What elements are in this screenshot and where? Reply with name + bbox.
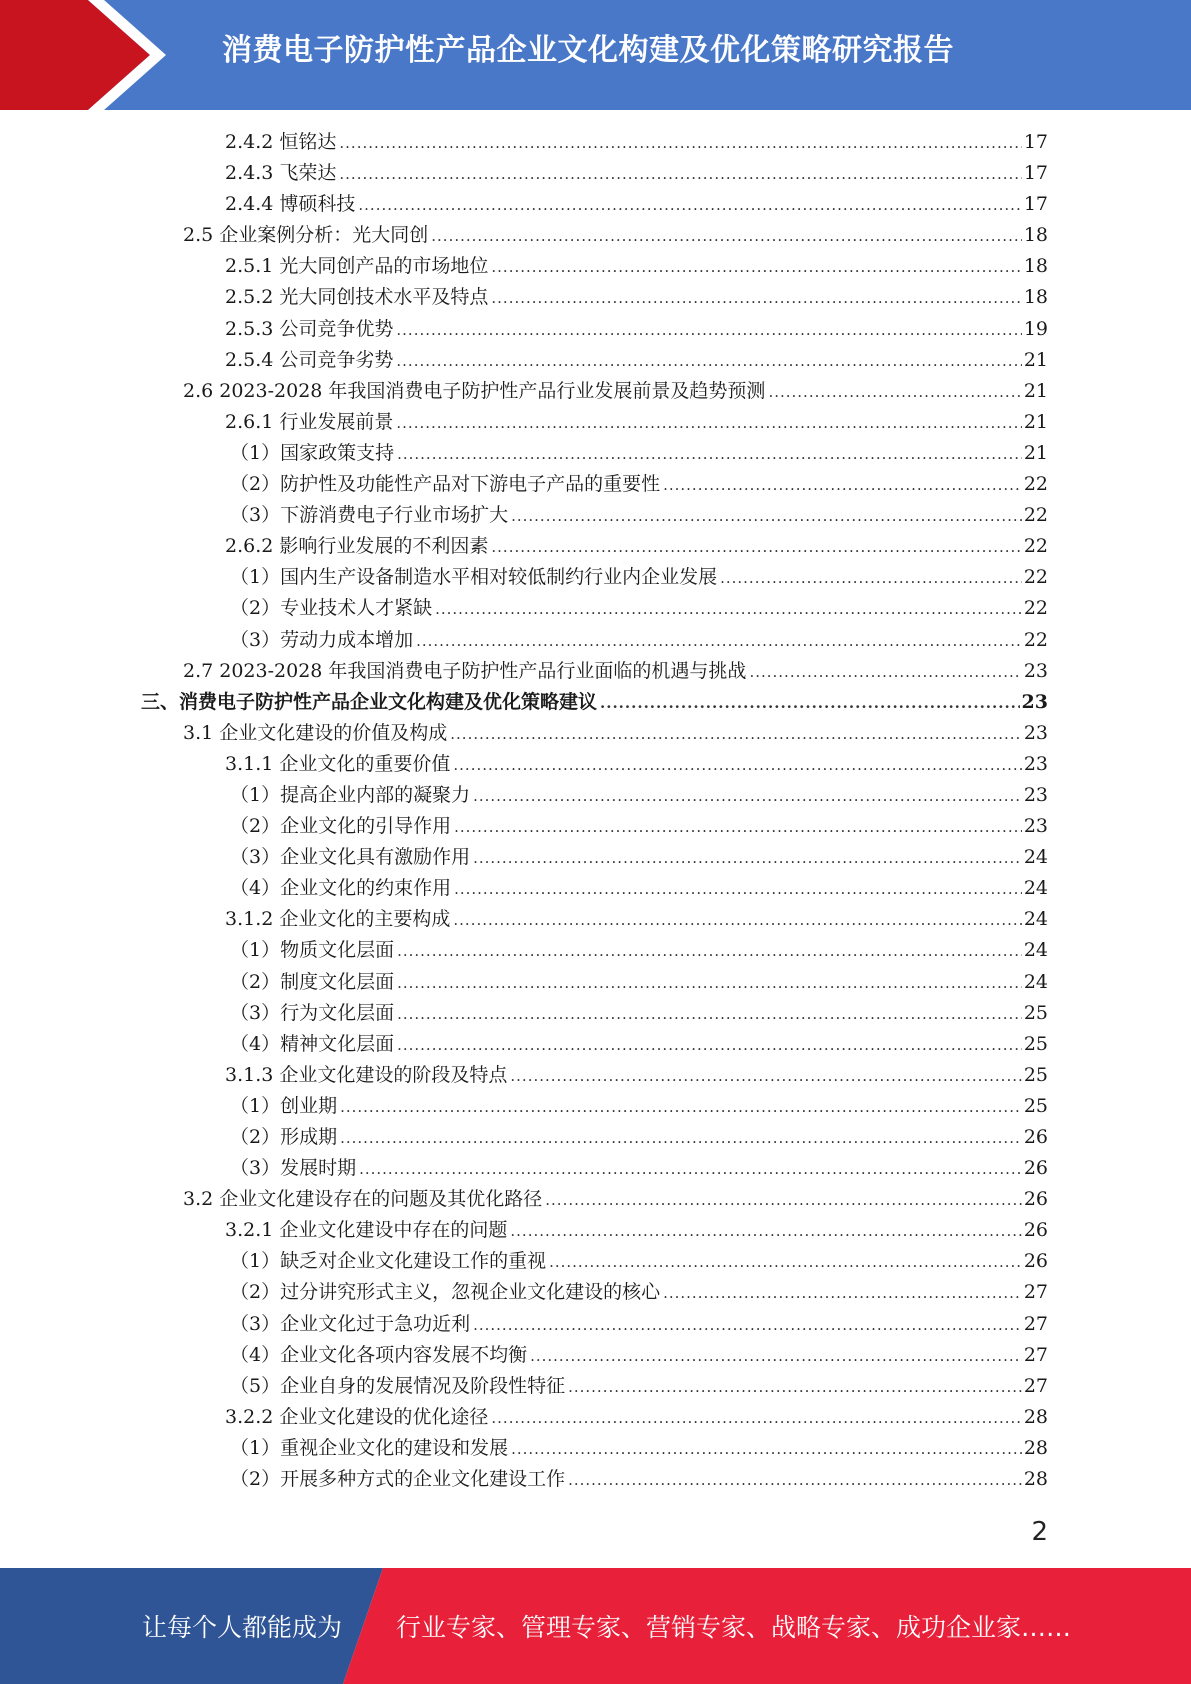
- toc-leader-dots: [396, 408, 1021, 439]
- toc-entry[interactable]: [0, 1060, 1191, 1091]
- toc-leader-dots: [510, 1216, 1021, 1247]
- toc-entry-page: 26: [1023, 1250, 1048, 1273]
- toc-entry[interactable]: [0, 127, 1191, 158]
- toc-entry-page: 28: [1023, 1436, 1048, 1459]
- toc-leader-dots: [397, 439, 1022, 470]
- toc-entry-label: （3）企业文化具有激励作用: [230, 846, 471, 869]
- toc-entry-page: 22: [1023, 504, 1048, 527]
- toc-leader-dots: [491, 532, 1021, 563]
- toc-leader-dots: [511, 1434, 1022, 1465]
- toc-leader-dots: [491, 1403, 1021, 1434]
- toc-leader-dots: [549, 1247, 1022, 1278]
- toc-entry-page: 21: [1023, 379, 1048, 402]
- toc-entry-label: （1）重视企业文化的建设和发展: [230, 1436, 509, 1459]
- table-of-contents: [0, 127, 1191, 1495]
- toc-entry-label: （2）开展多种方式的企业文化建设工作: [230, 1468, 566, 1491]
- toc-entry-label: （2）防护性及功能性产品对下游电子产品的重要性: [230, 473, 661, 496]
- toc-leader-dots: [416, 626, 1022, 657]
- toc-entry-label: （1）提高企业内部的凝聚力: [230, 783, 471, 806]
- toc-entry[interactable]: [0, 531, 1191, 562]
- toc-entry[interactable]: [0, 376, 1191, 407]
- footer-slogan-left: 让每个人都能成为: [142, 1613, 343, 1642]
- toc-leader-dots: [663, 470, 1022, 501]
- toc-leader-dots: [663, 1278, 1022, 1309]
- toc-entry-page: 27: [1023, 1312, 1048, 1335]
- toc-entry-page: 21: [1023, 348, 1048, 371]
- toc-entry-label: （4）精神文化层面: [230, 1032, 395, 1055]
- toc-entry-page: 17: [1023, 131, 1048, 153]
- toc-entry-page: 25: [1023, 1001, 1048, 1024]
- toc-entry-label: 2.5.2 光大同创技术水平及特点: [225, 286, 489, 309]
- toc-leader-dots: [340, 1123, 1022, 1154]
- toc-leader-dots: [339, 128, 1021, 159]
- toc-entry[interactable]: [0, 1091, 1191, 1122]
- toc-leader-dots: [358, 190, 1021, 221]
- toc-entry-label: 3.1.2 企业文化的主要构成: [225, 908, 451, 931]
- toc-leader-dots: [600, 688, 1020, 719]
- toc-entry-page: 22: [1023, 566, 1048, 589]
- toc-entry[interactable]: [0, 1464, 1191, 1495]
- toc-entry-page: 22: [1023, 597, 1048, 620]
- toc-entry-page: 24: [1023, 939, 1048, 962]
- toc-entry-label: 2.7 2023-2028 年我国消费电子防护性产品行业面临的机遇与挑战: [183, 659, 747, 682]
- toc-leader-dots: [491, 283, 1021, 314]
- toc-entry[interactable]: [0, 500, 1191, 531]
- toc-entry-page: 26: [1023, 1157, 1048, 1180]
- toc-entry[interactable]: [0, 1402, 1191, 1433]
- toc-entry-page: 27: [1023, 1343, 1048, 1366]
- toc-entry-label: （3）下游消费电子行业市场扩大: [230, 504, 509, 527]
- toc-entry[interactable]: [0, 189, 1191, 220]
- toc-entry-page: 24: [1023, 908, 1048, 931]
- toc-entry[interactable]: [0, 1215, 1191, 1246]
- toc-leader-dots: [568, 1465, 1022, 1496]
- toc-entry[interactable]: [0, 1340, 1191, 1371]
- toc-leader-dots: [530, 1341, 1022, 1372]
- toc-leader-dots: [768, 377, 1021, 408]
- toc-entry[interactable]: [0, 282, 1191, 313]
- toc-entry-label: 2.6 2023-2028 年我国消费电子防护性产品行业发展前景及趋势预测: [183, 379, 766, 402]
- toc-entry-page: 24: [1023, 970, 1048, 993]
- toc-entry[interactable]: [0, 873, 1191, 904]
- toc-entry[interactable]: [0, 625, 1191, 656]
- toc-entry[interactable]: [0, 562, 1191, 593]
- toc-entry-page: 26: [1023, 1126, 1048, 1148]
- toc-entry-label: （5）企业自身的发展情况及阶段性特征: [230, 1374, 566, 1397]
- toc-leader-dots: [545, 1185, 1022, 1216]
- toc-entry-page: 23: [1023, 783, 1048, 806]
- report-header: [0, 0, 1191, 110]
- toc-entry-page: 24: [1023, 877, 1048, 900]
- toc-leader-dots: [453, 750, 1021, 781]
- toc-entry[interactable]: [0, 967, 1191, 998]
- toc-leader-dots: [340, 1092, 1022, 1123]
- toc-entry-label: 2.5.4 公司竞争劣势: [225, 348, 394, 371]
- toc-entry-page: 25: [1023, 1032, 1048, 1055]
- toc-entry[interactable]: [0, 749, 1191, 780]
- toc-entry[interactable]: [0, 407, 1191, 438]
- footer-slogan-right: 行业专家、管理专家、营销专家、战略专家、成功企业家……: [396, 1613, 1072, 1642]
- toc-entry[interactable]: [0, 1029, 1191, 1060]
- toc-entry[interactable]: [0, 1153, 1191, 1184]
- toc-entry-label: 2.6.1 行业发展前景: [225, 410, 394, 433]
- toc-leader-dots: [473, 1310, 1022, 1341]
- toc-entry-label: 3.2.1 企业文化建设中存在的问题: [225, 1219, 508, 1242]
- toc-entry-label: 2.4.2 恒铭达: [225, 131, 337, 153]
- toc-entry[interactable]: [0, 1122, 1191, 1153]
- toc-leader-dots: [339, 159, 1021, 190]
- toc-entry[interactable]: [0, 220, 1191, 251]
- toc-entry-page: 23: [1021, 690, 1048, 713]
- toc-entry-label: （1）物质文化层面: [230, 939, 395, 962]
- toc-leader-dots: [435, 594, 1022, 625]
- toc-entry-label: 三、消费电子防护性产品企业文化构建及优化策略建议: [141, 690, 598, 713]
- toc-leader-dots: [450, 719, 1022, 750]
- toc-leader-dots: [397, 936, 1022, 967]
- toc-leader-dots: [454, 812, 1022, 843]
- toc-entry-page: 28: [1023, 1468, 1048, 1491]
- toc-entry-label: （2）企业文化的引导作用: [230, 815, 452, 838]
- toc-leader-dots: [720, 563, 1022, 594]
- toc-entry-page: 18: [1023, 224, 1048, 247]
- toc-entry[interactable]: [0, 345, 1191, 376]
- toc-entry-label: 2.5.1 光大同创产品的市场地位: [225, 255, 489, 278]
- toc-entry-page: 25: [1023, 1094, 1048, 1117]
- toc-entry[interactable]: [0, 1277, 1191, 1308]
- toc-entry[interactable]: [0, 1246, 1191, 1277]
- toc-leader-dots: [568, 1372, 1022, 1403]
- toc-entry-page: 28: [1023, 1405, 1048, 1428]
- toc-entry-label: （3）行为文化层面: [230, 1001, 395, 1024]
- toc-entry-label: 3.1.1 企业文化的重要价值: [225, 752, 451, 775]
- toc-entry[interactable]: [0, 314, 1191, 345]
- toc-entry-label: 3.1.3 企业文化建设的阶段及特点: [225, 1063, 508, 1086]
- toc-entry[interactable]: [0, 251, 1191, 282]
- toc-entry[interactable]: [0, 438, 1191, 469]
- toc-leader-dots: [510, 1061, 1021, 1092]
- toc-leader-dots: [397, 968, 1022, 999]
- toc-leader-dots: [359, 1154, 1022, 1185]
- toc-leader-dots: [431, 221, 1022, 252]
- toc-entry[interactable]: [0, 1433, 1191, 1464]
- toc-entry[interactable]: [0, 718, 1191, 749]
- toc-entry[interactable]: [0, 935, 1191, 966]
- toc-entry-page: 17: [1023, 193, 1048, 216]
- toc-entry-label: 3.1 企业文化建设的价值及构成: [183, 721, 448, 744]
- toc-entry-page: 23: [1023, 659, 1048, 682]
- toc-entry-label: 3.2 企业文化建设存在的问题及其优化路径: [183, 1188, 543, 1211]
- toc-entry[interactable]: [0, 593, 1191, 624]
- toc-entry-page: 21: [1023, 441, 1048, 464]
- toc-entry[interactable]: [0, 998, 1191, 1029]
- toc-entry-label: 2.5.3 公司竞争优势: [225, 317, 394, 340]
- toc-entry-label: （2）制度文化层面: [230, 970, 395, 993]
- toc-leader-dots: [511, 501, 1022, 532]
- toc-entry-page: 17: [1023, 162, 1048, 185]
- toc-leader-dots: [491, 252, 1021, 283]
- toc-entry[interactable]: [0, 811, 1191, 842]
- toc-entry-label: （1）国内生产设备制造水平相对较低制约行业内企业发展: [230, 566, 718, 589]
- toc-entry[interactable]: [0, 842, 1191, 873]
- report-title: 消费电子防护性产品企业文化构建及优化策略研究报告: [222, 33, 954, 68]
- toc-entry[interactable]: [0, 1184, 1191, 1215]
- toc-entry[interactable]: [0, 656, 1191, 687]
- toc-entry-label: 2.6.2 影响行业发展的不利因素: [225, 535, 489, 558]
- toc-entry-page: 26: [1023, 1219, 1048, 1242]
- toc-leader-dots: [396, 346, 1021, 377]
- page-number: 2: [1031, 1517, 1048, 1547]
- toc-entry-label: （4）企业文化的约束作用: [230, 877, 452, 900]
- toc-entry[interactable]: [0, 1371, 1191, 1402]
- toc-entry-label: 3.2.2 企业文化建设的优化途径: [225, 1405, 489, 1428]
- toc-entry[interactable]: [0, 1309, 1191, 1340]
- toc-entry-label: （3）企业文化过于急功近利: [230, 1312, 471, 1335]
- toc-entry-page: 23: [1023, 721, 1048, 744]
- toc-entry-page: 24: [1023, 846, 1048, 869]
- toc-entry-page: 25: [1023, 1063, 1048, 1086]
- toc-entry-label: （2）专业技术人才紧缺: [230, 597, 433, 620]
- toc-entry-page: 22: [1023, 535, 1048, 558]
- toc-leader-dots: [453, 905, 1021, 936]
- toc-entry-page: 27: [1023, 1374, 1048, 1397]
- toc-entry[interactable]: [0, 469, 1191, 500]
- toc-entry-label: （4）企业文化各项内容发展不均衡: [230, 1343, 528, 1366]
- toc-entry-label: （2）形成期: [230, 1126, 338, 1148]
- toc-entry-page: 19: [1023, 317, 1048, 340]
- toc-entry-page: 18: [1023, 255, 1048, 278]
- toc-entry-page: 26: [1023, 1188, 1048, 1211]
- toc-entry[interactable]: [0, 158, 1191, 189]
- toc-leader-dots: [397, 1030, 1022, 1061]
- toc-leader-dots: [473, 781, 1022, 812]
- toc-entry-page: 21: [1023, 410, 1048, 433]
- toc-entry-page: 23: [1023, 815, 1048, 838]
- toc-entry-label: （1）缺乏对企业文化建设工作的重视: [230, 1250, 547, 1273]
- report-footer: [0, 1568, 1191, 1684]
- toc-entry[interactable]: [0, 687, 1191, 718]
- toc-entry-label: （1）国家政策支持: [230, 441, 395, 464]
- toc-leader-dots: [749, 657, 1021, 688]
- toc-entry-page: 27: [1023, 1281, 1048, 1304]
- toc-entry-label: 2.4.4 博硕科技: [225, 193, 356, 216]
- toc-entry-page: 23: [1023, 752, 1048, 775]
- toc-entry[interactable]: [0, 780, 1191, 811]
- toc-leader-dots: [396, 315, 1021, 346]
- toc-entry-page: 22: [1023, 628, 1048, 651]
- toc-entry-label: （2）过分讲究形式主义，忽视企业文化建设的核心: [230, 1281, 661, 1304]
- toc-entry-label: （3）劳动力成本增加: [230, 628, 414, 651]
- toc-entry-label: （1）创业期: [230, 1094, 338, 1117]
- toc-entry-page: 22: [1023, 473, 1048, 496]
- toc-leader-dots: [454, 874, 1022, 905]
- toc-entry-label: （3）发展时期: [230, 1157, 357, 1180]
- toc-entry-label: 2.5 企业案例分析：光大同创: [183, 224, 429, 247]
- toc-leader-dots: [397, 999, 1022, 1030]
- toc-entry[interactable]: [0, 904, 1191, 935]
- toc-leader-dots: [473, 843, 1022, 874]
- toc-entry-label: 2.4.3 飞荣达: [225, 162, 337, 185]
- toc-entry-page: 18: [1023, 286, 1048, 309]
